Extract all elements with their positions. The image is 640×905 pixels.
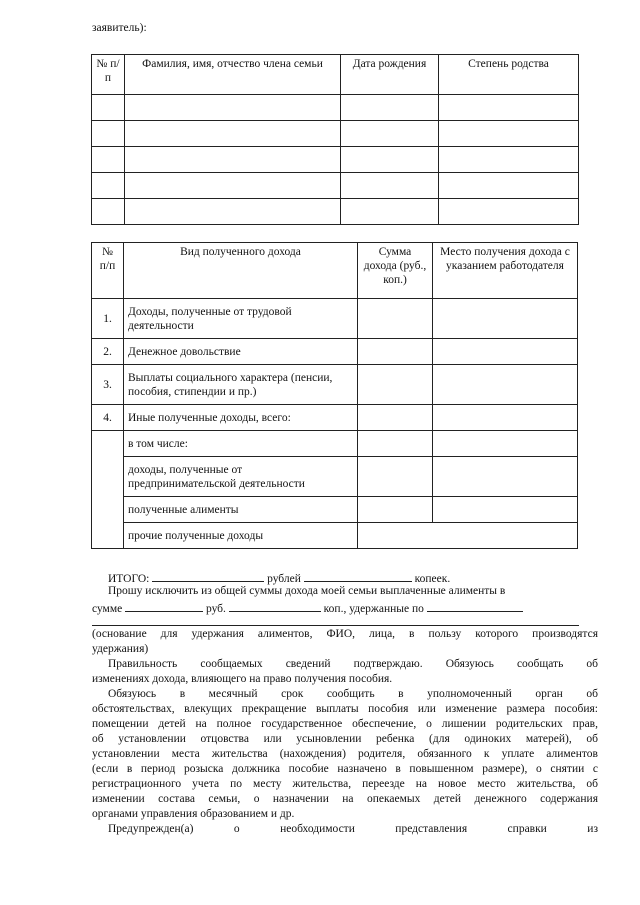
family-cell[interactable]	[125, 173, 341, 199]
oblige-text-line: помещении детей на полное государственное обеспечение, о лишении родительских прав,	[92, 718, 598, 730]
family-cell[interactable]	[341, 95, 439, 121]
family-cell[interactable]	[92, 95, 125, 121]
oblige-text-line: Обязуюсь в месячный срок сообщить в уполномоченный орган об	[108, 688, 598, 700]
family-cell[interactable]	[125, 95, 341, 121]
amount-cell[interactable]	[358, 365, 433, 405]
family-col-number: № п/п	[92, 55, 125, 95]
family-cell[interactable]	[341, 121, 439, 147]
family-col-birthdate: Дата рождения	[341, 55, 439, 95]
family-cell[interactable]	[125, 199, 341, 225]
income-row-alimony	[92, 497, 578, 523]
income-col-amount: Сумма дохода (руб., коп.)	[358, 243, 433, 299]
family-cell[interactable]	[439, 199, 579, 225]
family-cell[interactable]	[341, 199, 439, 225]
family-cell[interactable]	[92, 199, 125, 225]
income-col-number: № п/п	[92, 243, 124, 299]
rubles-label: рублей	[267, 573, 301, 585]
row-label: Иные полученные доходы, всего:	[124, 405, 358, 431]
alimony-kop-field[interactable]	[229, 600, 321, 612]
family-table-row	[92, 95, 579, 121]
family-table-row	[92, 147, 579, 173]
alimony-basis-field[interactable]	[427, 600, 523, 612]
amount-cell[interactable]	[358, 523, 578, 549]
family-cell[interactable]	[125, 121, 341, 147]
income-row-other-total	[92, 405, 578, 431]
total-rubles-field[interactable]	[152, 570, 264, 582]
income-row-including	[92, 431, 578, 457]
oblige-text-line: установлении места жительства (нахождения) родителя, обязанного к уплате алиментов	[92, 748, 598, 760]
row-label: полученные алименты	[124, 497, 358, 523]
kop-label: коп., удержанные по	[323, 603, 424, 615]
family-table-row	[92, 199, 579, 225]
row-number: 4.	[92, 405, 124, 431]
family-cell[interactable]	[341, 173, 439, 199]
family-members-table	[91, 54, 579, 225]
row-label: Доходы, полученные от трудовой деятельности	[124, 299, 358, 339]
family-cell[interactable]	[92, 173, 125, 199]
row-label: в том числе:	[124, 431, 358, 457]
basis-caption-line1: (основание для удержания алиментов, ФИО, лица, в пользу которого производятся	[92, 628, 598, 640]
alimony-sum-line	[92, 600, 523, 615]
income-row-allowance	[92, 339, 578, 365]
alimony-rub-field[interactable]	[125, 600, 203, 612]
row-label: Выплаты социального характера (пенсии, пособия, стипендии и пр.)	[124, 365, 358, 405]
income-row-misc	[92, 523, 578, 549]
family-cell[interactable]	[125, 147, 341, 173]
confirm-text-line2: изменениях дохода, влияющего на право получения пособия.	[92, 673, 393, 685]
amount-cell[interactable]	[358, 431, 433, 457]
family-table-header	[92, 55, 579, 95]
family-cell[interactable]	[439, 147, 579, 173]
sum-label: сумме	[92, 603, 123, 615]
amount-cell[interactable]	[358, 299, 433, 339]
oblige-text-line: обстоятельствах, влекущих прекращение выплаты пособия или изменение размера пособия:	[92, 703, 598, 715]
income-row-labor	[92, 299, 578, 339]
warned-text-line: Предупрежден(а) о необходимости представления справки из	[108, 823, 598, 835]
kopecks-label: копеек.	[414, 573, 451, 585]
rub-label: руб.	[205, 603, 226, 615]
amount-cell[interactable]	[358, 497, 433, 523]
family-col-name: Фамилия, имя, отчество члена семьи	[125, 55, 341, 95]
family-cell[interactable]	[92, 147, 125, 173]
income-table-header	[92, 243, 578, 299]
total-kopecks-field[interactable]	[304, 570, 412, 582]
family-table-row	[92, 121, 579, 147]
family-cell[interactable]	[92, 121, 125, 147]
place-cell[interactable]	[433, 365, 578, 405]
row-label: доходы, полученные от предпринимательской деятельности	[124, 457, 358, 497]
place-cell[interactable]	[433, 497, 578, 523]
income-row-business	[92, 457, 578, 497]
itogo-label: ИТОГО:	[108, 573, 150, 585]
income-col-type: Вид полученного дохода	[124, 243, 358, 299]
row-label: Денежное довольствие	[124, 339, 358, 365]
oblige-text-line: органами управления образованием и др.	[92, 808, 295, 820]
income-table	[91, 242, 578, 549]
place-cell[interactable]	[433, 339, 578, 365]
income-col-place: Место получения дохода с указанием работодателя	[433, 243, 578, 299]
alimony-request-line: Прошу исключить из общей суммы дохода моей семьи выплаченные алименты в	[108, 585, 506, 597]
oblige-text-line: об установлении отцовства или усыновлении ребенка (для одиноких матерей), об	[92, 733, 598, 745]
row-number: 3.	[92, 365, 124, 405]
row-number: 1.	[92, 299, 124, 339]
place-cell[interactable]	[433, 299, 578, 339]
row-number: 2.	[92, 339, 124, 365]
family-cell[interactable]	[439, 95, 579, 121]
amount-cell[interactable]	[358, 405, 433, 431]
place-cell[interactable]	[433, 431, 578, 457]
family-cell[interactable]	[341, 147, 439, 173]
subrows-number-cell	[92, 431, 124, 549]
family-col-relation: Степень родства	[439, 55, 579, 95]
amount-cell[interactable]	[358, 457, 433, 497]
totals-line	[108, 570, 450, 585]
family-cell[interactable]	[439, 173, 579, 199]
oblige-text-line: регистрационного учета по месту жительства, переезде на новое место жительства, об	[92, 778, 598, 790]
income-row-social	[92, 365, 578, 405]
row-label: прочие полученные доходы	[124, 523, 358, 549]
oblige-text-line: (если в период розыска должника пособие назначено в повышенном размере), о снятии с	[92, 763, 598, 775]
alimony-basis-line[interactable]	[92, 625, 579, 626]
amount-cell[interactable]	[358, 339, 433, 365]
intro-text: заявитель):	[92, 22, 147, 34]
family-table-row	[92, 173, 579, 199]
place-cell[interactable]	[433, 457, 578, 497]
family-cell[interactable]	[439, 121, 579, 147]
basis-caption-line2: удержания)	[92, 643, 149, 655]
oblige-text-line: изменении состава семьи, о назначении на опекаемых детей денежного содержания	[92, 793, 598, 805]
confirm-text-line1: Правильность сообщаемых сведений подтверждаю. Обязуюсь сообщать об	[108, 658, 598, 670]
place-cell[interactable]	[433, 405, 578, 431]
